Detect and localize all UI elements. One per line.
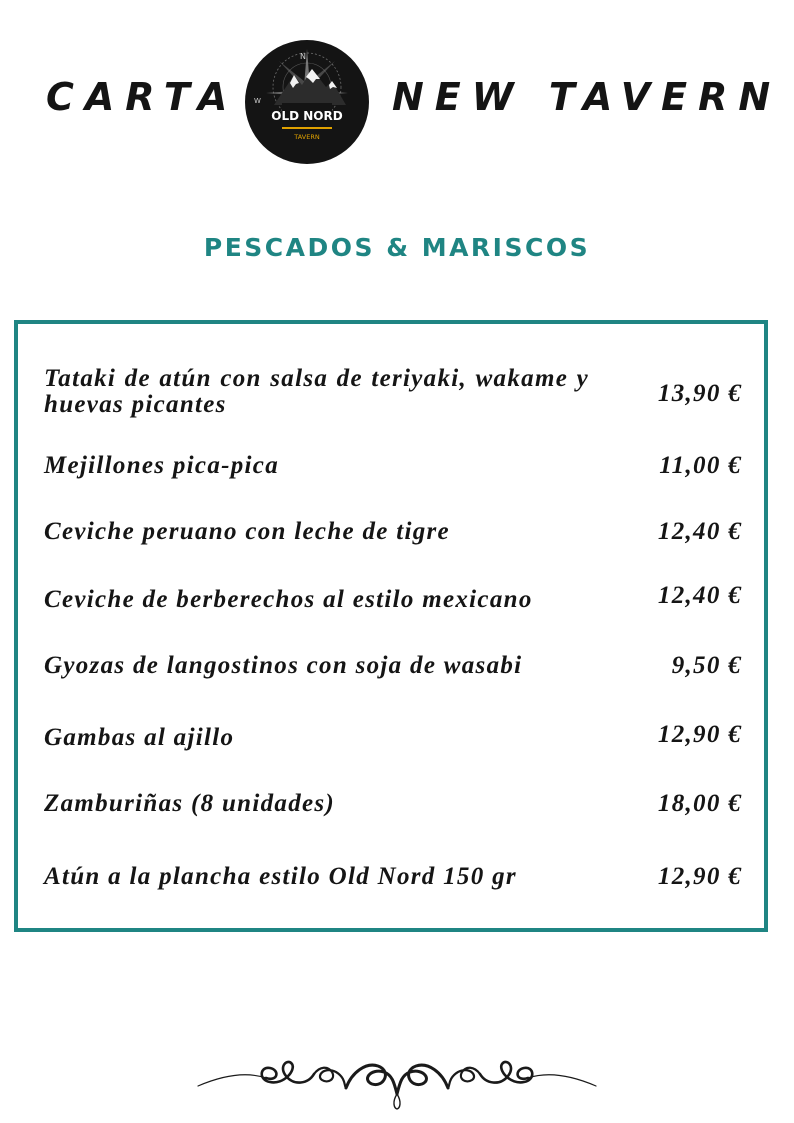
menu-item-name: Gambas al ajillo [44, 724, 235, 751]
logo-name: OLD NORD [271, 109, 343, 123]
menu-header [0, 38, 794, 166]
section-title: PESCADOS & MARISCOS [203, 233, 591, 262]
menu-item-name: Gyozas de langostinos con soja de wasabi [44, 652, 523, 679]
menu-item-price: 12,90 € [657, 863, 742, 890]
menu-item-price: 9,50 € [671, 652, 742, 679]
menu-item-price: 12,40 € [657, 582, 742, 609]
title-carta: CARTA [46, 75, 239, 119]
menu-item-price: 13,90 € [657, 380, 742, 407]
old-nord-tavern-logo [244, 39, 370, 165]
menu-box [14, 320, 768, 932]
menu-item-name: Zamburiñas (8 unidades) [44, 790, 336, 817]
compass-north-label: N [300, 52, 306, 61]
menu-item-name: Mejillones pica-pica [44, 452, 279, 479]
compass-west-label: W [254, 97, 261, 105]
title-new-tavern: NEW TAVERN [392, 75, 782, 119]
menu-item-price: 12,90 € [657, 721, 742, 748]
menu-item-price: 11,00 € [659, 452, 742, 479]
menu-item-name: Atún a la plancha estilo Old Nord 150 gr [44, 863, 517, 890]
menu-item-name: Ceviche de berberechos al estilo mexicano [44, 586, 533, 613]
menu-item-name: Tataki de atún con salsa de teriyaki, wakame y huevas picantes [44, 365, 589, 418]
decorative-flourish-icon [196, 1052, 598, 1110]
logo-tagline: TAVERN [294, 133, 320, 141]
menu-item-name: Ceviche peruano con leche de tigre [44, 518, 450, 545]
menu-item-price: 18,00 € [657, 790, 742, 817]
menu-item-price: 12,40 € [657, 518, 742, 545]
